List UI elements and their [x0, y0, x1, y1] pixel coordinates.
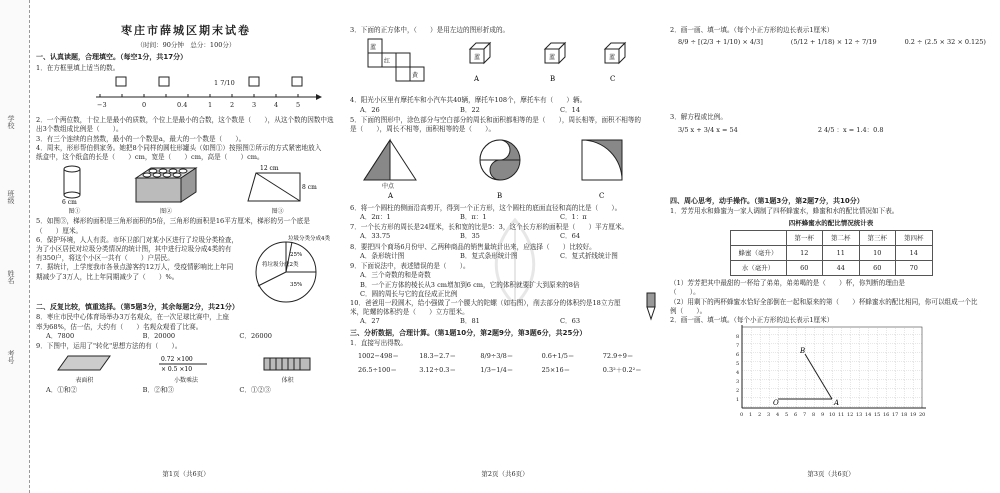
number-line — [36, 73, 326, 113]
svg-text:19: 19 — [910, 412, 917, 419]
svg-text:17: 17 — [892, 412, 899, 419]
question: 8．要把四个商场6月份甲、乙两种商品的销售量统计出来，应选择（ ）比较好。 — [350, 242, 596, 251]
option-label: C — [599, 192, 605, 201]
svg-text:7: 7 — [803, 412, 807, 419]
question: 4．阳光小区里有摩托车和小汽车共40辆，摩托车108个，摩托车有（ ）辆。 — [350, 96, 587, 105]
question: 3．有三个连续的自然数，最小的一个数是a，最大的一个数是（ ）。 — [36, 134, 246, 143]
section-3-heading: 三、分析数据，合理计算。（第1题10分，第2题9分，第3题6分，共25分） — [350, 328, 587, 337]
option: A．26 — [360, 105, 380, 114]
tick-label: 5 — [296, 100, 301, 109]
pie-chart — [248, 234, 330, 306]
svg-text:13: 13 — [856, 412, 863, 419]
figure-note: 中点 — [382, 183, 395, 191]
calc-item: 72.9÷9＝ — [602, 351, 634, 360]
page-footer: 第2页（共6页） — [481, 469, 529, 478]
svg-text:20: 20 — [919, 412, 926, 419]
table-cell: 12 — [786, 245, 823, 260]
table-header-cell: 第二杯 — [823, 230, 860, 245]
options — [46, 386, 336, 394]
tick-label: 3 — [252, 100, 257, 109]
svg-text:3: 3 — [736, 379, 740, 386]
option: B．②和③ — [142, 386, 174, 395]
svg-text:蓝: 蓝 — [609, 54, 616, 62]
svg-text:1: 1 — [736, 397, 740, 404]
question: 1．芳芳用水和蜂蜜为一家人调制了四杯蜂蜜水，蜂蜜和水的配比情况如下表。 — [670, 207, 899, 216]
option: B．81 — [460, 317, 480, 326]
svg-text:12: 12 — [847, 412, 854, 419]
pie-label: 35% — [290, 281, 303, 288]
table-title: 四杯蜂蜜水的配比情况统计表 — [788, 218, 874, 227]
calc-item: 0.6+1/5＝ — [541, 351, 575, 360]
watermark-logo — [470, 210, 560, 320]
cube-word: 黄 — [412, 72, 419, 80]
question: 1．在方框里填上适当的数。 — [36, 63, 120, 72]
option: A．33.75 — [360, 232, 391, 241]
figure-net — [54, 352, 114, 384]
option: A．三个奇数的和是奇数 — [360, 271, 431, 280]
page-title: 枣庄市薛城区期末试卷 — [121, 24, 251, 37]
svg-text:5: 5 — [785, 412, 789, 419]
question: （ ）厘米。 — [36, 226, 83, 235]
section-4-heading: 四、周心思考，动手操作。（第1题3分，第2题7分，共10分） — [670, 196, 864, 205]
question: 9．下面说法中，表述错误的是（ ）。 — [350, 262, 470, 271]
table-row — [730, 261, 932, 276]
binding-label: 姓名 — [7, 270, 15, 284]
honey-water-table — [730, 230, 933, 276]
svg-text:14: 14 — [865, 412, 872, 419]
table-cell: 70 — [896, 261, 933, 276]
figure-caption: 图② — [159, 207, 172, 215]
question: 2．一个两位数，十位上是最小的质数，个位上是最小的合数，这个数是（ ），从这个数的因数中选 — [36, 116, 334, 125]
simplify-row — [678, 38, 986, 46]
cube-word: 红 — [384, 58, 391, 66]
option: B．22 — [460, 105, 480, 114]
table-header-cell: 第三杯 — [859, 230, 896, 245]
question: 8．枣庄市民中心体育场举办3万名观众，在一次足球比赛中，上座 — [36, 313, 230, 322]
question: 是（ ），周长不相等，面积相等的是（ ）。 — [350, 125, 496, 134]
option: C．复式折线统计图 — [560, 251, 618, 260]
svg-text:10: 10 — [829, 412, 836, 419]
svg-text:蓝: 蓝 — [474, 54, 481, 62]
calc-item: 1002−498＝ — [358, 351, 399, 360]
table-cell: 11 — [823, 245, 860, 260]
page-1 — [36, 18, 336, 478]
option: A．2π：1 — [360, 212, 391, 221]
table-cell: 44 — [823, 261, 860, 276]
figure-caption: 小数乘法 — [173, 376, 198, 384]
svg-text:6: 6 — [794, 412, 798, 419]
tick-label: 0.4 — [177, 100, 188, 109]
calc-item: 3.12÷0.3＝ — [419, 365, 456, 374]
svg-text:0.72 ×100: 0.72 ×100 — [160, 356, 193, 364]
figure-caption: 图③ — [271, 207, 284, 215]
figure-caption: 体积 — [281, 376, 294, 384]
table-header-row — [730, 230, 932, 245]
calc-item: 26.5÷100＝ — [358, 365, 397, 374]
table-cell: 60 — [786, 261, 823, 276]
option-label: A — [388, 192, 394, 201]
option: A．7800 — [46, 331, 75, 340]
question: 3．下面的正方体中，（ ）是用左边的图形折成的。 — [350, 26, 510, 34]
svg-text:2: 2 — [758, 412, 762, 419]
option: B．35 — [460, 232, 480, 241]
dim-label: 6 cm — [62, 199, 78, 206]
svg-text:8: 8 — [736, 334, 740, 341]
question: 9．下图中，运用了"转化"思想方法的有（ ）。 — [36, 342, 182, 351]
svg-text:5: 5 — [736, 361, 740, 368]
figure-box — [131, 163, 201, 215]
figure-trapezoid — [238, 163, 318, 215]
shaded-figures — [350, 134, 650, 200]
table-cell: 蜂蜜（毫升） — [730, 245, 786, 260]
svg-text:15: 15 — [874, 412, 881, 419]
coordinate-grid — [670, 325, 990, 421]
pie-label: 将垃圾分成2类 — [262, 261, 299, 268]
section-1-heading: 一、认真读题，合理填空。（每空1分，共17分） — [36, 52, 188, 61]
figure-caption: 图① — [68, 207, 81, 215]
svg-text:11: 11 — [838, 412, 845, 419]
tick-label: 0 — [142, 100, 147, 109]
option: C．14 — [560, 105, 581, 114]
question: 2．画一画、填一填。（每个小正方形的边长表示1厘米） — [670, 26, 834, 34]
question: 1．直接写出得数。 — [350, 339, 407, 348]
question: 2．画一画、填一填。（每个小正方形的边长表示1厘米） — [670, 316, 834, 325]
figures-q9 — [36, 352, 336, 384]
svg-text:3: 3 — [767, 412, 771, 419]
calc-item: 25×16＝ — [541, 365, 571, 374]
calc-item: 8/9÷3/8＝ — [480, 351, 514, 360]
spinning-top-figure — [644, 291, 658, 323]
question: 率为68%，估一估，大约有（ ）名观众观看了比赛。 — [36, 322, 203, 331]
table-header-cell: 第一杯 — [786, 230, 823, 245]
option: A．①和② — [46, 386, 78, 395]
dim-label: 8 cm — [301, 184, 317, 192]
figures-q4 — [36, 163, 336, 215]
table-header-cell — [730, 230, 786, 245]
question: 为了小区居民对垃圾分类情况的统计图，其中进行垃圾分成4类的有 — [36, 244, 232, 253]
question: 5．如图③，梯形的面积是三角形面积的5倍，三角形的面积是16平方厘米，梯形的另一个底是 — [36, 217, 310, 226]
svg-text:7: 7 — [736, 343, 740, 350]
cube-figures — [350, 35, 650, 93]
page-footer: 第3页（共6页） — [807, 469, 855, 478]
options — [46, 332, 336, 340]
q6-q7-block — [36, 236, 336, 300]
svg-text:16: 16 — [883, 412, 890, 419]
question: 6．保护环境，人人有责。市环卫部门对某小区进行了垃圾分类检查， — [36, 235, 239, 244]
table-row — [730, 245, 932, 260]
option-label: A — [474, 75, 480, 84]
question: 纸盒中，这个纸盒的长是（ ）cm，宽是（ ）cm，高是（ ）cm。 — [36, 153, 264, 162]
equation-row — [678, 126, 986, 134]
option: C．①②③ — [239, 386, 271, 395]
table-header-cell: 第四杯 — [896, 230, 933, 245]
option: C．1：π — [560, 212, 587, 221]
mental-math-grid — [358, 352, 660, 374]
calc-item: 1/3−1/4＝ — [480, 365, 514, 374]
dim-label: 12 cm — [259, 165, 279, 173]
option: B．复式条形统计图 — [460, 251, 518, 260]
point-label: O — [773, 399, 779, 408]
svg-text:6: 6 — [736, 352, 740, 359]
question: 例（ ）。 — [670, 306, 707, 315]
options — [360, 106, 660, 114]
svg-text:2: 2 — [736, 388, 740, 395]
figure-caption: 表面积 — [75, 376, 94, 384]
page-footer: 第1页（共6页） — [162, 469, 210, 478]
question: 4．周末，形形帮伯俱家务。她把8个同样的圆柱形罐头（如图①）按照图②所示的方式紧密地放入 — [36, 143, 322, 152]
page-subtitle: （时间：90分钟 总分：100分） — [136, 40, 236, 49]
option-label: B — [550, 75, 556, 84]
svg-text:蓝: 蓝 — [549, 54, 556, 62]
question: 有350户，将这个小区一共有（ ）户居民。 — [36, 254, 174, 263]
question: 5．下面的图形中，涂色部分与空白部分的周长和面积都相等的是（ ），周长相等，面积不相等的 — [350, 115, 642, 124]
question: 10．爸爸用一段圆木，给小强做了一个腰大的陀螺（如右图），削去部分的体积约是18立方厘 — [350, 298, 621, 307]
question: 期减少了3万人，比上年同期减少了（ ）%。 — [36, 272, 179, 281]
cube-word: 蓝 — [370, 44, 377, 52]
option: C．63 — [560, 317, 581, 326]
figure-decimal — [151, 352, 221, 384]
option: C．26000 — [239, 331, 272, 340]
figure-volume — [258, 352, 318, 384]
tick-label: 1 — [208, 100, 213, 109]
pie-label: 25% — [290, 251, 303, 258]
table-cell: 14 — [896, 245, 933, 260]
equation: 2 4/5 ：x = 1.4：0.8 — [817, 125, 884, 134]
option-label: B — [497, 192, 503, 201]
question: 3．解方程或比例。 — [670, 113, 727, 122]
point-label: A — [834, 399, 840, 408]
table-cell: 60 — [859, 261, 896, 276]
tick-label: −3 — [97, 100, 107, 109]
svg-text:4: 4 — [776, 412, 780, 419]
expression: (5/12 + 1/18) × 12 ÷ 7/19 — [790, 38, 877, 47]
binding-label: 考号 — [7, 350, 15, 364]
question: 出3个数组成比例是（ ）。 — [36, 125, 123, 134]
svg-text:4: 4 — [736, 370, 740, 377]
equation: 3/5 x + 3/4 x = 54 — [678, 125, 738, 134]
calc-item: 18.3−2.7＝ — [419, 351, 456, 360]
question: （2）用剩下的两杯蜂蜜水恰好全部倒在一起和原来的第（ ）杯蜂蜜水的配比相同，你可以组成一个比 — [670, 297, 978, 306]
section-2-heading: 二、反复比较，慎重选择。（第5题3分，其余每题2分，共21分） — [36, 302, 239, 311]
point-label: B — [800, 347, 806, 356]
question: 7．一个长方形的周长是24厘米，长和宽的比是5：3，这个长方形的面积是（ ）平方厘米。 — [350, 223, 629, 232]
calc-item: 0.3²＋0.2²＝ — [602, 365, 642, 374]
pie-label: 垃圾分类分成4类 — [288, 235, 330, 242]
svg-text:9: 9 — [821, 412, 825, 419]
question: （ ）。 — [670, 288, 700, 297]
tick-label: 1 7/10 — [214, 78, 235, 87]
binding-margin — [0, 0, 30, 493]
page-3 — [670, 18, 992, 478]
svg-text:0: 0 — [740, 412, 744, 419]
svg-text:1: 1 — [749, 412, 753, 419]
question: 7．据统计，上学度我市各景点游客约12万人，受疫情影响比上年同 — [36, 263, 234, 272]
option: C．圆的周长与它的直径成正比例 — [360, 289, 458, 298]
table-cell: 10 — [859, 245, 896, 260]
option: A．条形统计图 — [360, 251, 405, 260]
option: B．π：1 — [460, 212, 487, 221]
expression: 8/9 ÷ [(2/3 + 1/10) × 4/3] — [678, 38, 763, 47]
question: 6．将一个圆柱的侧面沿高剪开，得到一个正方形，这个圆柱的底面直径和高的比是（ ）。 — [350, 203, 622, 212]
option-label: C — [610, 75, 616, 84]
question: 米，陀螺的体积约是（ ）立方厘米。 — [350, 308, 469, 317]
binding-label: 学校 — [7, 115, 15, 129]
table-cell: 水（毫升） — [730, 261, 786, 276]
option: A．27 — [360, 317, 380, 326]
svg-text:× 0.5 ×10: × 0.5 ×10 — [160, 366, 193, 374]
svg-text:8: 8 — [812, 412, 816, 419]
tick-label: 2 — [230, 100, 235, 109]
svg-text:18: 18 — [901, 412, 908, 419]
option: C．64 — [560, 232, 581, 241]
question: （1）芳芳把其中最甜的一杯给了弟弟，弟弟喝的是（ ）杯，你判断的理由是 — [670, 279, 905, 288]
expression: 0.2 ÷ (2.5 × 32 × 0.125) — [904, 38, 986, 47]
option: B．一个正方体的棱长从3 cm增加到6 cm，它的体积就要扩大到原来的8倍 — [360, 280, 580, 289]
tick-label: 4 — [274, 100, 279, 109]
option: B．20000 — [142, 331, 176, 340]
binding-label: 班级 — [7, 190, 15, 204]
figure-cylinder — [54, 163, 94, 215]
